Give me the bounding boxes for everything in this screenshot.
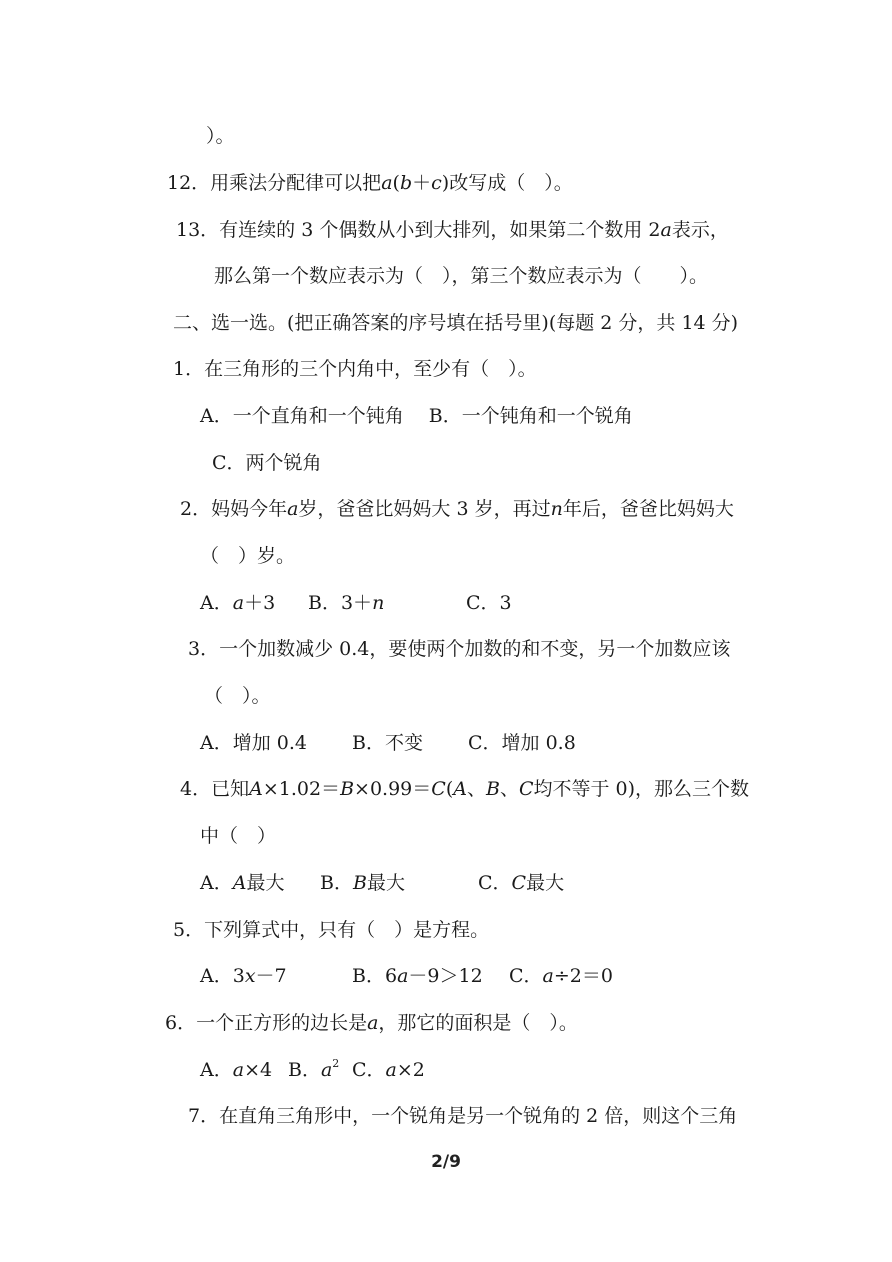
section-two-text: 二、选一选。(把正确答案的序号填在括号里)(每题 2 分，共 14 分): [173, 312, 739, 334]
opt-c-rest: ÷2＝0: [553, 965, 613, 987]
s2-q7: [188, 1104, 737, 1128]
opt-b-rest: －9＞12: [408, 965, 483, 987]
opt-a-label: A．: [200, 592, 233, 614]
s2-q1-options-ab: [200, 404, 633, 428]
opt-c: [352, 1058, 425, 1082]
opt-c-rest: 最大: [526, 872, 565, 894]
s2-q1: [173, 357, 537, 381]
var-a: a: [660, 219, 672, 241]
s2-q2-mid: 岁，爸爸比妈妈大 3 岁，再过: [298, 498, 551, 520]
opt-c: C．增加 0.8: [468, 732, 576, 754]
q11-tail: [206, 124, 235, 148]
opt-b-label: B．: [288, 1059, 321, 1081]
var-A: A: [232, 872, 247, 894]
s2-q3-cont: [204, 684, 271, 708]
q13: [176, 218, 729, 242]
s2-q4-cont-text: 中（ ）: [200, 825, 277, 847]
q13-text: 13．有连续的 3 个偶数从小到大排列，如果第二个数用 2: [176, 219, 661, 241]
s2-q7-text: 7．在直角三角形中，一个锐角是另一个锐角的 2 倍，则这个三角: [188, 1105, 738, 1127]
opt-b-label: B．6: [352, 965, 398, 987]
opt-a-rest: 最大: [246, 872, 285, 894]
s2-q6-options: [200, 1057, 425, 1082]
s2-q6-end: ，那它的面积是（ ）。: [378, 1012, 578, 1034]
s2-q2: [180, 497, 734, 521]
opt-b: [320, 871, 405, 895]
exponent: 2: [332, 1057, 340, 1070]
s2-q1-option-c: [212, 451, 322, 475]
var-a: a: [232, 1059, 245, 1081]
var-a: a: [367, 1012, 379, 1034]
var-b: b: [399, 172, 413, 194]
s2-q5-options: [200, 964, 613, 988]
s2-q4-text: 4．已知: [180, 778, 250, 800]
s2-q2-text: 2．妈妈今年: [180, 498, 288, 520]
opt-a-rest: ＋3: [244, 592, 276, 614]
opt-a-label: A．3: [200, 965, 245, 987]
opt-b: [352, 964, 483, 988]
opt-a: A．增加 0.4: [200, 732, 307, 754]
plus: ＋: [412, 172, 432, 194]
var-C: C: [518, 778, 534, 800]
paren: (: [392, 172, 400, 194]
s2-q4: [180, 777, 749, 801]
var-A: A: [453, 778, 467, 800]
s2-q2-cont: [200, 544, 295, 568]
opt-b: [308, 591, 384, 615]
opt-a-rest: ×4: [244, 1059, 273, 1081]
opt-a-label: A．: [200, 1059, 233, 1081]
var-a: a: [397, 965, 409, 987]
s2-q2-end: 年后，爸爸比妈妈大: [562, 498, 734, 520]
s2-q6: [165, 1011, 578, 1035]
s2-q2-options: [200, 591, 512, 615]
s2-q1-text: 1．在三角形的三个内角中，至少有（ ）。: [173, 358, 537, 380]
opt-c: C．3: [466, 592, 512, 614]
var-A: A: [249, 778, 263, 800]
times-1: ×1.02＝: [262, 778, 341, 800]
page-number: 2/9: [431, 1152, 461, 1172]
s2-q4-cont: [200, 824, 276, 848]
opt-b: [288, 1058, 339, 1082]
opt-c: [478, 871, 564, 895]
opt-b-label: B．: [320, 872, 353, 894]
q12-end: )改写成（ ）。: [441, 172, 573, 194]
var-n: n: [372, 592, 385, 614]
opt-b-text: B．3＋: [308, 592, 373, 614]
var-B: B: [485, 778, 500, 800]
times-2: ×0.99＝: [354, 778, 432, 800]
opt-a-rest: －7: [255, 965, 287, 987]
var-C: C: [511, 872, 527, 894]
opt-c-label: C．: [478, 872, 512, 894]
var-a: a: [542, 965, 554, 987]
q12: [167, 171, 573, 195]
section-two-heading: [173, 311, 738, 335]
var-C: C: [431, 778, 446, 800]
s2-q5-text: 5．下列算式中，只有（ ）是方程。: [173, 919, 490, 941]
s2-q3-text: 3．一个加数减少 0.4，要使两个加数的和不变，另一个加数应该: [188, 638, 731, 660]
s2-q1-ab-text: A．一个直角和一个钝角 B．一个钝角和一个锐角: [200, 405, 633, 427]
var-c: c: [431, 172, 442, 194]
opt-c-label: C．: [352, 1059, 386, 1081]
comma-2: 、: [499, 778, 519, 800]
var-a: a: [232, 592, 245, 614]
opt-b: B．不变: [352, 732, 423, 754]
var-a: a: [320, 1059, 333, 1081]
q11-close: ）。: [206, 125, 235, 147]
var-n: n: [550, 498, 563, 520]
var-x: x: [244, 965, 256, 987]
opt-a-label: A．: [200, 872, 233, 894]
s2-q3-options: [200, 731, 576, 755]
var-a: a: [287, 498, 299, 520]
var-B: B: [340, 778, 355, 800]
var-a: a: [385, 1059, 397, 1081]
q13-end: 表示，: [671, 219, 729, 241]
s2-q4-options: [200, 871, 565, 895]
var-B: B: [352, 872, 367, 894]
s2-q6-text: 6．一个正方形的边长是: [165, 1012, 368, 1034]
s2-q5: [173, 918, 489, 942]
s2-q3-cont-text: （ ）。: [204, 685, 271, 707]
comma-1: 、: [466, 778, 486, 800]
var-a: a: [381, 172, 393, 194]
q12-text: 12．用乘法分配律可以把: [167, 172, 382, 194]
opt-b-rest: 最大: [366, 872, 405, 894]
s2-q4-end: 均不等于 0)，那么三个数: [533, 778, 750, 800]
q13-cont: [214, 264, 708, 288]
q13-cont-text: 那么第一个数应表示为（ ），第三个数应表示为（ ）。: [214, 265, 709, 287]
opt-c: [509, 964, 613, 988]
s2-q1-c-text: C．两个锐角: [212, 452, 322, 474]
opt-c-label: C．: [509, 965, 543, 987]
opt-c-rest: ×2: [396, 1059, 425, 1081]
paren: (: [445, 778, 454, 800]
s2-q2-cont-text: （ ）岁。: [200, 545, 296, 567]
s2-q3: [188, 637, 730, 661]
